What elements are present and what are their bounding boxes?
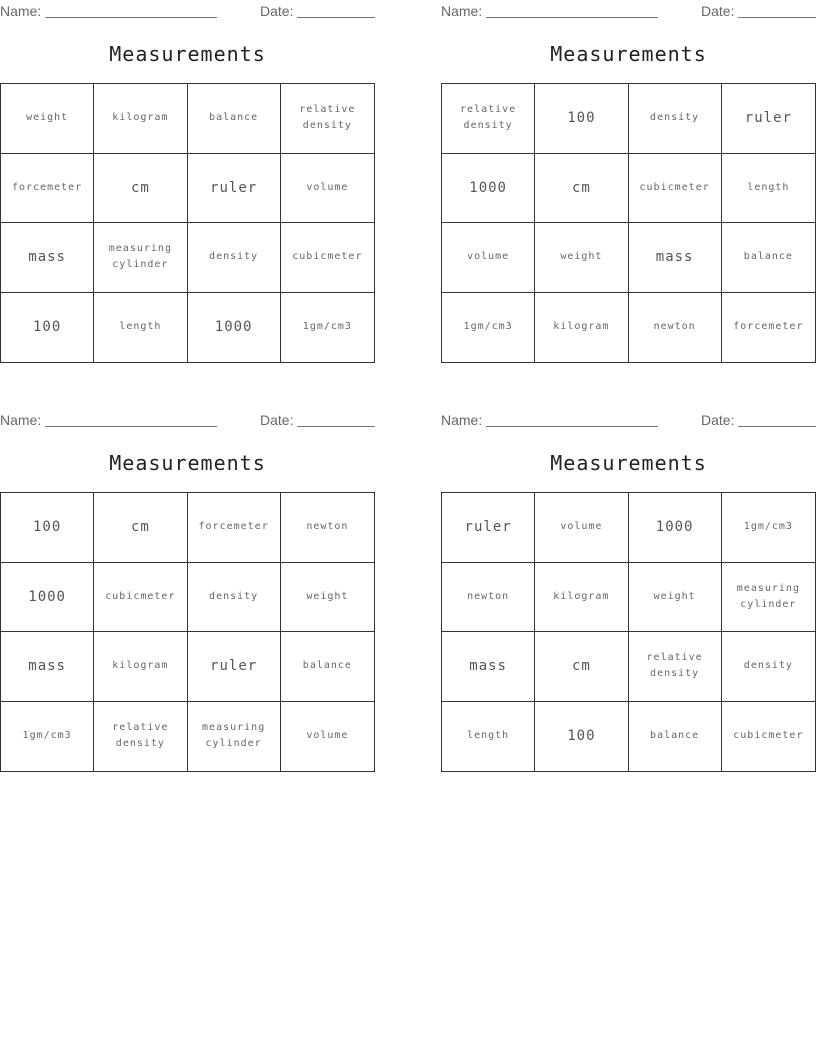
bingo-cell: 1000 <box>629 493 722 563</box>
card-title: Measurements <box>550 451 707 475</box>
bingo-grid <box>0 492 375 772</box>
card-header <box>441 411 816 429</box>
bingo-cell: relative density <box>94 702 187 772</box>
bingo-cell: mass <box>442 632 535 702</box>
bingo-cell: forcemeter <box>733 321 804 333</box>
bingo-cell: 1000 <box>442 154 535 224</box>
bingo-cell: 1gm/cm3 <box>722 493 815 563</box>
bingo-card-3 <box>0 409 375 782</box>
bingo-grid <box>441 492 816 772</box>
card-title: Measurements <box>109 451 266 475</box>
bingo-grid <box>0 83 375 363</box>
bingo-card-2 <box>441 0 816 373</box>
bingo-cell: density <box>188 223 281 293</box>
bingo-cell: weight <box>535 223 628 293</box>
bingo-cell: cubicmeter <box>281 223 374 293</box>
bingo-cell: cm <box>535 154 628 224</box>
bingo-cell: forcemeter <box>1 154 94 224</box>
bingo-cell: weight <box>1 84 94 154</box>
bingo-cell: 100 <box>535 702 628 772</box>
bingo-cell: density <box>188 563 281 633</box>
bingo-cell: 1000 <box>1 563 94 633</box>
name-line <box>45 426 217 427</box>
bingo-cell: cm <box>94 493 187 563</box>
bingo-cell: kilogram <box>535 563 628 633</box>
card-header <box>441 2 816 20</box>
bingo-cell: newton <box>281 493 374 563</box>
bingo-cell: forcemeter <box>188 493 281 563</box>
bingo-cell: ruler <box>188 154 281 224</box>
bingo-cell: cm <box>94 154 187 224</box>
card-header <box>0 411 375 429</box>
date-line <box>738 17 816 18</box>
name-label: Name: <box>0 412 42 428</box>
bingo-cell: mass <box>1 223 94 293</box>
name-line <box>45 17 217 18</box>
bingo-card-1 <box>0 0 375 373</box>
bingo-cell: balance <box>722 223 815 293</box>
bingo-cell: length <box>442 702 535 772</box>
bingo-cell: relative density <box>629 632 722 702</box>
bingo-cell: density <box>722 632 815 702</box>
bingo-cell: measuring cylinder <box>722 563 815 633</box>
bingo-cell: volume <box>281 154 374 224</box>
bingo-cell: relative density <box>442 84 535 154</box>
bingo-cell: measuring cylinder <box>188 702 281 772</box>
bingo-cell: kilogram <box>535 293 628 363</box>
bingo-cell: volume <box>535 493 628 563</box>
bingo-cell: mass <box>629 223 722 293</box>
name-label: Name: <box>441 3 483 19</box>
bingo-cell: kilogram <box>94 84 187 154</box>
bingo-cell: weight <box>629 563 722 633</box>
bingo-cell: 100 <box>1 293 94 363</box>
name-line <box>486 17 658 18</box>
date-line <box>297 426 375 427</box>
date-line <box>297 17 375 18</box>
bingo-grid <box>441 83 816 363</box>
bingo-cell: length <box>94 293 187 363</box>
name-label: Name: <box>441 412 483 428</box>
bingo-cell: 100 <box>1 493 94 563</box>
bingo-cell: kilogram <box>94 632 187 702</box>
card-title: Measurements <box>550 42 707 66</box>
bingo-cell: ruler <box>442 493 535 563</box>
bingo-card-4 <box>441 409 816 782</box>
name-label: Name: <box>0 3 42 19</box>
bingo-cell: ruler <box>188 632 281 702</box>
bingo-cell: 100 <box>535 84 628 154</box>
bingo-cell: weight <box>281 563 374 633</box>
bingo-cell: cubicmeter <box>94 563 187 633</box>
bingo-cell: relative density <box>281 84 374 154</box>
date-label: Date: <box>260 3 294 19</box>
bingo-cell: measuring cylinder <box>94 223 187 293</box>
bingo-cell: cm <box>535 632 628 702</box>
bingo-cell: volume <box>442 223 535 293</box>
bingo-cell: 1gm/cm3 <box>302 321 352 333</box>
bingo-cell: 1gm/cm3 <box>442 293 535 363</box>
bingo-cell: length <box>722 154 815 224</box>
bingo-cell: newton <box>442 563 535 633</box>
card-title: Measurements <box>109 42 266 66</box>
bingo-cell: balance <box>188 84 281 154</box>
date-label: Date: <box>701 3 735 19</box>
bingo-cell: cubicmeter <box>629 154 722 224</box>
card-header <box>0 2 375 20</box>
bingo-cell: mass <box>1 632 94 702</box>
date-label: Date: <box>701 412 735 428</box>
name-line <box>486 426 658 427</box>
bingo-cell: cubicmeter <box>733 730 804 742</box>
bingo-cell: density <box>629 84 722 154</box>
bingo-cell: 1000 <box>188 293 281 363</box>
date-label: Date: <box>260 412 294 428</box>
bingo-cell: 1gm/cm3 <box>1 702 94 772</box>
bingo-cell: balance <box>281 632 374 702</box>
date-line <box>738 426 816 427</box>
bingo-cell: balance <box>629 702 722 772</box>
bingo-cell: newton <box>629 293 722 363</box>
bingo-cell: ruler <box>722 84 815 154</box>
bingo-cell: volume <box>306 730 349 742</box>
